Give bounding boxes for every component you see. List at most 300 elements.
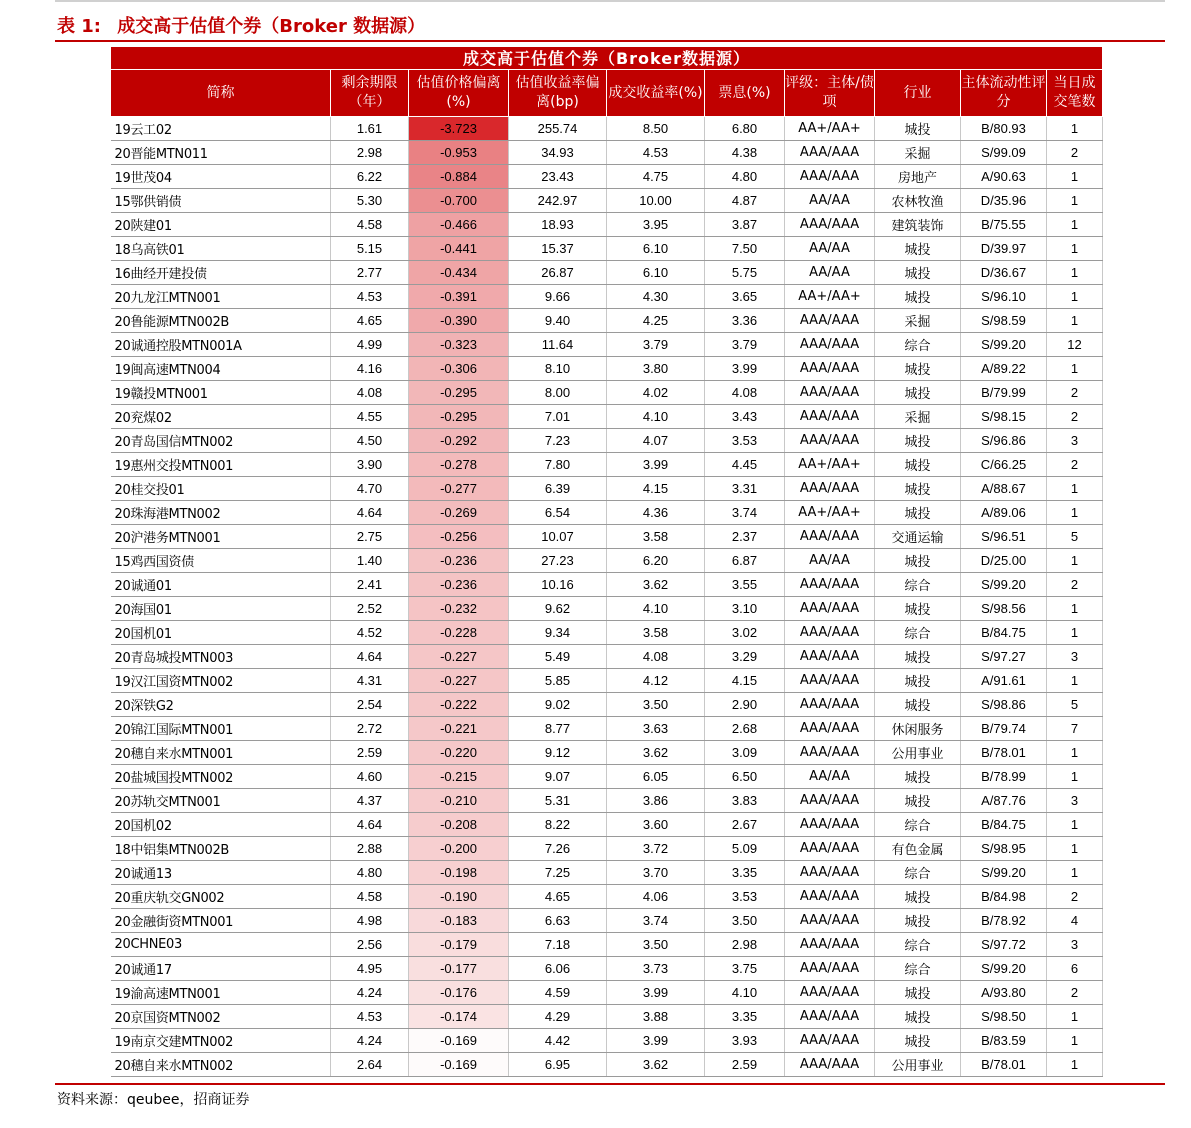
cell-liquidity: D/36.67 bbox=[961, 261, 1047, 285]
table-row bbox=[111, 813, 1103, 837]
cell-rating: AAA/AAA bbox=[785, 429, 875, 453]
cell-remaining-term: 4.99 bbox=[331, 333, 409, 357]
cell-trade-yield: 6.10 bbox=[607, 261, 705, 285]
cell-industry: 城投 bbox=[875, 789, 961, 813]
cell-coupon: 3.83 bbox=[705, 789, 785, 813]
table-row bbox=[111, 237, 1103, 261]
cell-rating: AAA/AAA bbox=[785, 885, 875, 909]
table-row bbox=[111, 861, 1103, 885]
cell-yield-deviation: 242.97 bbox=[509, 189, 607, 213]
cell-trade-count: 1 bbox=[1047, 1053, 1103, 1077]
cell-name: 19南京交建MTN002 bbox=[111, 1029, 331, 1053]
cell-rating: AAA/AAA bbox=[785, 933, 875, 957]
cell-coupon: 4.10 bbox=[705, 981, 785, 1005]
cell-trade-yield: 4.06 bbox=[607, 885, 705, 909]
cell-name: 20兖煤02 bbox=[111, 405, 331, 429]
cell-remaining-term: 4.70 bbox=[331, 477, 409, 501]
cell-name: 20诚通01 bbox=[111, 573, 331, 597]
cell-industry: 城投 bbox=[875, 357, 961, 381]
cell-liquidity: B/80.93 bbox=[961, 117, 1047, 141]
cell-yield-deviation: 4.29 bbox=[509, 1005, 607, 1029]
table-caption bbox=[57, 12, 425, 38]
cell-yield-deviation: 8.10 bbox=[509, 357, 607, 381]
cell-trade-yield: 3.50 bbox=[607, 693, 705, 717]
cell-yield-deviation: 6.06 bbox=[509, 957, 607, 981]
cell-yield-deviation: 7.80 bbox=[509, 453, 607, 477]
table-row bbox=[111, 357, 1103, 381]
cell-trade-yield: 4.12 bbox=[607, 669, 705, 693]
cell-remaining-term: 4.64 bbox=[331, 813, 409, 837]
cell-name: 20穗自来水MTN002 bbox=[111, 1053, 331, 1077]
cell-price-deviation: -0.177 bbox=[409, 957, 509, 981]
cell-industry: 公用事业 bbox=[875, 741, 961, 765]
cell-industry: 采掘 bbox=[875, 405, 961, 429]
cell-price-deviation: -0.220 bbox=[409, 741, 509, 765]
header-row bbox=[111, 70, 1103, 117]
table-row bbox=[111, 453, 1103, 477]
cell-trade-count: 2 bbox=[1047, 453, 1103, 477]
cell-trade-count: 7 bbox=[1047, 717, 1103, 741]
cell-rating: AA/AA bbox=[785, 261, 875, 285]
cell-trade-count: 1 bbox=[1047, 837, 1103, 861]
cell-price-deviation: -0.269 bbox=[409, 501, 509, 525]
cell-name: 20诚通17 bbox=[111, 957, 331, 981]
cell-yield-deviation: 7.01 bbox=[509, 405, 607, 429]
cell-yield-deviation: 23.43 bbox=[509, 165, 607, 189]
cell-remaining-term: 2.77 bbox=[331, 261, 409, 285]
cell-name: 20穗自来水MTN001 bbox=[111, 741, 331, 765]
cell-name: 15鸡西国资债 bbox=[111, 549, 331, 573]
cell-name: 20九龙江MTN001 bbox=[111, 285, 331, 309]
cell-rating: AAA/AAA bbox=[785, 981, 875, 1005]
cell-price-deviation: -0.227 bbox=[409, 645, 509, 669]
cell-price-deviation: -0.391 bbox=[409, 285, 509, 309]
cell-liquidity: S/99.20 bbox=[961, 333, 1047, 357]
cell-coupon: 5.75 bbox=[705, 261, 785, 285]
bond-table bbox=[110, 46, 1103, 1077]
cell-liquidity: B/84.75 bbox=[961, 813, 1047, 837]
cell-trade-count: 1 bbox=[1047, 117, 1103, 141]
cell-liquidity: S/99.20 bbox=[961, 573, 1047, 597]
cell-coupon: 2.67 bbox=[705, 813, 785, 837]
cell-trade-count: 2 bbox=[1047, 381, 1103, 405]
cell-trade-count: 3 bbox=[1047, 645, 1103, 669]
cell-yield-deviation: 6.39 bbox=[509, 477, 607, 501]
cell-trade-count: 2 bbox=[1047, 405, 1103, 429]
cell-liquidity: S/98.86 bbox=[961, 693, 1047, 717]
caption-text: 成交高于估值个券（Broker 数据源） bbox=[117, 16, 426, 37]
cell-price-deviation: -0.190 bbox=[409, 885, 509, 909]
cell-coupon: 3.35 bbox=[705, 861, 785, 885]
cell-yield-deviation: 9.34 bbox=[509, 621, 607, 645]
cell-trade-yield: 3.58 bbox=[607, 525, 705, 549]
cell-remaining-term: 2.75 bbox=[331, 525, 409, 549]
cell-industry: 城投 bbox=[875, 237, 961, 261]
table-row bbox=[111, 285, 1103, 309]
cell-name: 20晋能MTN011 bbox=[111, 141, 331, 165]
cell-price-deviation: -0.222 bbox=[409, 693, 509, 717]
cell-industry: 城投 bbox=[875, 453, 961, 477]
col-header-rating: 评级：主体/债项 bbox=[785, 70, 875, 117]
cell-price-deviation: -0.176 bbox=[409, 981, 509, 1005]
cell-industry: 公用事业 bbox=[875, 1053, 961, 1077]
col-header-trade-yield: 成交收益率(%) bbox=[607, 70, 705, 117]
table-row bbox=[111, 573, 1103, 597]
cell-liquidity: A/93.80 bbox=[961, 981, 1047, 1005]
cell-rating: AAA/AAA bbox=[785, 333, 875, 357]
table-row bbox=[111, 621, 1103, 645]
cell-remaining-term: 4.37 bbox=[331, 789, 409, 813]
cell-coupon: 3.29 bbox=[705, 645, 785, 669]
cell-trade-count: 1 bbox=[1047, 309, 1103, 333]
cell-industry: 交通运输 bbox=[875, 525, 961, 549]
table-row bbox=[111, 909, 1103, 933]
cell-trade-yield: 3.99 bbox=[607, 453, 705, 477]
cell-trade-count: 1 bbox=[1047, 285, 1103, 309]
cell-liquidity: A/89.06 bbox=[961, 501, 1047, 525]
cell-trade-yield: 4.02 bbox=[607, 381, 705, 405]
cell-trade-yield: 10.00 bbox=[607, 189, 705, 213]
cell-remaining-term: 1.40 bbox=[331, 549, 409, 573]
cell-trade-count: 1 bbox=[1047, 861, 1103, 885]
cell-remaining-term: 4.98 bbox=[331, 909, 409, 933]
cell-price-deviation: -0.215 bbox=[409, 765, 509, 789]
cell-rating: AAA/AAA bbox=[785, 861, 875, 885]
cell-price-deviation: -0.390 bbox=[409, 309, 509, 333]
cell-price-deviation: -0.210 bbox=[409, 789, 509, 813]
cell-yield-deviation: 10.16 bbox=[509, 573, 607, 597]
cell-trade-yield: 3.73 bbox=[607, 957, 705, 981]
cell-trade-yield: 6.05 bbox=[607, 765, 705, 789]
cell-coupon: 3.79 bbox=[705, 333, 785, 357]
cell-remaining-term: 4.53 bbox=[331, 1005, 409, 1029]
cell-industry: 综合 bbox=[875, 333, 961, 357]
cell-rating: AAA/AAA bbox=[785, 957, 875, 981]
cell-price-deviation: -0.306 bbox=[409, 357, 509, 381]
cell-rating: AAA/AAA bbox=[785, 789, 875, 813]
table-row bbox=[111, 309, 1103, 333]
cell-trade-yield: 3.86 bbox=[607, 789, 705, 813]
cell-industry: 农林牧渔 bbox=[875, 189, 961, 213]
cell-name: 20海国01 bbox=[111, 597, 331, 621]
cell-yield-deviation: 9.40 bbox=[509, 309, 607, 333]
cell-trade-yield: 4.53 bbox=[607, 141, 705, 165]
cell-industry: 城投 bbox=[875, 477, 961, 501]
cell-yield-deviation: 26.87 bbox=[509, 261, 607, 285]
cell-name: 19世茂04 bbox=[111, 165, 331, 189]
cell-liquidity: C/66.25 bbox=[961, 453, 1047, 477]
cell-trade-yield: 3.60 bbox=[607, 813, 705, 837]
cell-industry: 采掘 bbox=[875, 309, 961, 333]
cell-yield-deviation: 7.25 bbox=[509, 861, 607, 885]
cell-coupon: 4.08 bbox=[705, 381, 785, 405]
cell-coupon: 2.98 bbox=[705, 933, 785, 957]
cell-industry: 城投 bbox=[875, 885, 961, 909]
cell-remaining-term: 2.88 bbox=[331, 837, 409, 861]
cell-coupon: 3.53 bbox=[705, 429, 785, 453]
cell-coupon: 3.87 bbox=[705, 213, 785, 237]
table-row bbox=[111, 117, 1103, 141]
cell-yield-deviation: 4.65 bbox=[509, 885, 607, 909]
cell-liquidity: S/97.27 bbox=[961, 645, 1047, 669]
cell-industry: 城投 bbox=[875, 261, 961, 285]
cell-coupon: 5.09 bbox=[705, 837, 785, 861]
cell-liquidity: S/99.09 bbox=[961, 141, 1047, 165]
table-row bbox=[111, 525, 1103, 549]
cell-liquidity: S/96.51 bbox=[961, 525, 1047, 549]
cell-industry: 建筑装饰 bbox=[875, 213, 961, 237]
cell-liquidity: B/84.98 bbox=[961, 885, 1047, 909]
cell-liquidity: A/91.61 bbox=[961, 669, 1047, 693]
cell-industry: 城投 bbox=[875, 117, 961, 141]
cell-rating: AAA/AAA bbox=[785, 1029, 875, 1053]
cell-trade-count: 1 bbox=[1047, 621, 1103, 645]
cell-coupon: 7.50 bbox=[705, 237, 785, 261]
cell-industry: 城投 bbox=[875, 669, 961, 693]
cell-trade-yield: 4.36 bbox=[607, 501, 705, 525]
table-row bbox=[111, 669, 1103, 693]
cell-trade-yield: 3.62 bbox=[607, 573, 705, 597]
cell-liquidity: B/78.99 bbox=[961, 765, 1047, 789]
cell-liquidity: B/79.99 bbox=[961, 381, 1047, 405]
cell-coupon: 2.59 bbox=[705, 1053, 785, 1077]
source-note: 资料来源：qeubee，招商证券 bbox=[57, 1092, 250, 1108]
cell-trade-count: 4 bbox=[1047, 909, 1103, 933]
cell-trade-count: 2 bbox=[1047, 141, 1103, 165]
table-row bbox=[111, 501, 1103, 525]
cell-name: 20国机02 bbox=[111, 813, 331, 837]
cell-coupon: 4.38 bbox=[705, 141, 785, 165]
cell-trade-count: 1 bbox=[1047, 213, 1103, 237]
cell-rating: AAA/AAA bbox=[785, 141, 875, 165]
cell-trade-yield: 3.70 bbox=[607, 861, 705, 885]
cell-price-deviation: -0.169 bbox=[409, 1053, 509, 1077]
cell-rating: AA/AA bbox=[785, 765, 875, 789]
cell-remaining-term: 1.61 bbox=[331, 117, 409, 141]
cell-trade-count: 3 bbox=[1047, 429, 1103, 453]
cell-coupon: 6.50 bbox=[705, 765, 785, 789]
col-header-name: 简称 bbox=[111, 70, 331, 117]
cell-name: 20诚通控股MTN001A bbox=[111, 333, 331, 357]
cell-remaining-term: 4.80 bbox=[331, 861, 409, 885]
cell-trade-count: 3 bbox=[1047, 933, 1103, 957]
cell-rating: AA+/AA+ bbox=[785, 453, 875, 477]
cell-rating: AAA/AAA bbox=[785, 525, 875, 549]
cell-price-deviation: -0.323 bbox=[409, 333, 509, 357]
cell-rating: AAA/AAA bbox=[785, 693, 875, 717]
cell-trade-count: 1 bbox=[1047, 501, 1103, 525]
cell-name: 19渝高速MTN001 bbox=[111, 981, 331, 1005]
cell-rating: AA+/AA+ bbox=[785, 501, 875, 525]
cell-name: 18中铝集MTN002B bbox=[111, 837, 331, 861]
cell-trade-yield: 3.79 bbox=[607, 333, 705, 357]
cell-trade-yield: 4.15 bbox=[607, 477, 705, 501]
cell-industry: 城投 bbox=[875, 1005, 961, 1029]
cell-trade-yield: 3.50 bbox=[607, 933, 705, 957]
table-row bbox=[111, 549, 1103, 573]
cell-remaining-term: 6.22 bbox=[331, 165, 409, 189]
cell-liquidity: B/83.59 bbox=[961, 1029, 1047, 1053]
table-row bbox=[111, 141, 1103, 165]
cell-coupon: 2.90 bbox=[705, 693, 785, 717]
table-row bbox=[111, 693, 1103, 717]
cell-yield-deviation: 5.85 bbox=[509, 669, 607, 693]
cell-industry: 有色金属 bbox=[875, 837, 961, 861]
cell-liquidity: A/88.67 bbox=[961, 477, 1047, 501]
cell-coupon: 2.37 bbox=[705, 525, 785, 549]
cell-rating: AA/AA bbox=[785, 549, 875, 573]
cell-industry: 城投 bbox=[875, 549, 961, 573]
cell-rating: AAA/AAA bbox=[785, 1053, 875, 1077]
cell-liquidity: B/75.55 bbox=[961, 213, 1047, 237]
cell-rating: AAA/AAA bbox=[785, 669, 875, 693]
cell-remaining-term: 4.58 bbox=[331, 885, 409, 909]
cell-name: 19惠州交投MTN001 bbox=[111, 453, 331, 477]
cell-remaining-term: 4.65 bbox=[331, 309, 409, 333]
cell-price-deviation: -0.183 bbox=[409, 909, 509, 933]
cell-name: 20青岛国信MTN002 bbox=[111, 429, 331, 453]
cell-trade-count: 12 bbox=[1047, 333, 1103, 357]
cell-price-deviation: -0.441 bbox=[409, 237, 509, 261]
cell-liquidity: A/90.63 bbox=[961, 165, 1047, 189]
cell-name: 15鄂供销债 bbox=[111, 189, 331, 213]
cell-coupon: 4.87 bbox=[705, 189, 785, 213]
cell-remaining-term: 4.58 bbox=[331, 213, 409, 237]
cell-industry: 综合 bbox=[875, 933, 961, 957]
cell-yield-deviation: 255.74 bbox=[509, 117, 607, 141]
cell-liquidity: B/84.75 bbox=[961, 621, 1047, 645]
cell-trade-count: 3 bbox=[1047, 789, 1103, 813]
cell-industry: 综合 bbox=[875, 861, 961, 885]
cell-rating: AAA/AAA bbox=[785, 573, 875, 597]
cell-trade-count: 5 bbox=[1047, 693, 1103, 717]
cell-coupon: 3.43 bbox=[705, 405, 785, 429]
cell-coupon: 3.50 bbox=[705, 909, 785, 933]
cell-trade-count: 1 bbox=[1047, 1005, 1103, 1029]
table-row bbox=[111, 477, 1103, 501]
cell-remaining-term: 2.64 bbox=[331, 1053, 409, 1077]
cell-yield-deviation: 9.62 bbox=[509, 597, 607, 621]
cell-industry: 城投 bbox=[875, 645, 961, 669]
cell-trade-yield: 3.58 bbox=[607, 621, 705, 645]
cell-remaining-term: 2.59 bbox=[331, 741, 409, 765]
cell-name: 20重庆轨交GN002 bbox=[111, 885, 331, 909]
cell-liquidity: D/39.97 bbox=[961, 237, 1047, 261]
cell-coupon: 3.99 bbox=[705, 357, 785, 381]
cell-liquidity: S/96.86 bbox=[961, 429, 1047, 453]
cell-trade-yield: 6.10 bbox=[607, 237, 705, 261]
cell-liquidity: S/98.56 bbox=[961, 597, 1047, 621]
cell-name: 20苏轨交MTN001 bbox=[111, 789, 331, 813]
table-row bbox=[111, 645, 1103, 669]
cell-price-deviation: -0.200 bbox=[409, 837, 509, 861]
cell-trade-yield: 3.88 bbox=[607, 1005, 705, 1029]
cell-rating: AA+/AA+ bbox=[785, 117, 875, 141]
cell-price-deviation: -0.236 bbox=[409, 549, 509, 573]
table-row bbox=[111, 333, 1103, 357]
cell-remaining-term: 4.64 bbox=[331, 645, 409, 669]
cell-rating: AAA/AAA bbox=[785, 837, 875, 861]
cell-remaining-term: 4.95 bbox=[331, 957, 409, 981]
cell-industry: 休闲服务 bbox=[875, 717, 961, 741]
cell-coupon: 3.09 bbox=[705, 741, 785, 765]
cell-liquidity: D/35.96 bbox=[961, 189, 1047, 213]
cell-rating: AAA/AAA bbox=[785, 813, 875, 837]
table-row bbox=[111, 165, 1103, 189]
cell-trade-yield: 3.74 bbox=[607, 909, 705, 933]
table-row bbox=[111, 933, 1103, 957]
cell-name: 19闽高速MTN004 bbox=[111, 357, 331, 381]
cell-liquidity: B/78.92 bbox=[961, 909, 1047, 933]
cell-price-deviation: -0.292 bbox=[409, 429, 509, 453]
cell-trade-yield: 4.07 bbox=[607, 429, 705, 453]
cell-rating: AAA/AAA bbox=[785, 645, 875, 669]
cell-yield-deviation: 18.93 bbox=[509, 213, 607, 237]
cell-price-deviation: -0.179 bbox=[409, 933, 509, 957]
cell-remaining-term: 4.50 bbox=[331, 429, 409, 453]
cell-coupon: 6.87 bbox=[705, 549, 785, 573]
cell-yield-deviation: 8.22 bbox=[509, 813, 607, 837]
cell-price-deviation: -0.278 bbox=[409, 453, 509, 477]
table-row bbox=[111, 837, 1103, 861]
cell-remaining-term: 4.16 bbox=[331, 357, 409, 381]
cell-name: 19赣投MTN001 bbox=[111, 381, 331, 405]
cell-price-deviation: -0.236 bbox=[409, 573, 509, 597]
cell-price-deviation: -0.434 bbox=[409, 261, 509, 285]
cell-industry: 综合 bbox=[875, 813, 961, 837]
cell-rating: AA+/AA+ bbox=[785, 285, 875, 309]
cell-price-deviation: -0.295 bbox=[409, 405, 509, 429]
cell-rating: AAA/AAA bbox=[785, 621, 875, 645]
cell-industry: 城投 bbox=[875, 597, 961, 621]
cell-name: 20沪港务MTN001 bbox=[111, 525, 331, 549]
cell-liquidity: A/89.22 bbox=[961, 357, 1047, 381]
cell-liquidity: S/98.59 bbox=[961, 309, 1047, 333]
cell-name: 20桂交投01 bbox=[111, 477, 331, 501]
cell-name: 20珠海港MTN002 bbox=[111, 501, 331, 525]
cell-coupon: 3.55 bbox=[705, 573, 785, 597]
cell-remaining-term: 2.98 bbox=[331, 141, 409, 165]
cell-liquidity: D/25.00 bbox=[961, 549, 1047, 573]
cell-price-deviation: -0.466 bbox=[409, 213, 509, 237]
cell-coupon: 4.80 bbox=[705, 165, 785, 189]
cell-yield-deviation: 5.49 bbox=[509, 645, 607, 669]
cell-coupon: 3.31 bbox=[705, 477, 785, 501]
cell-trade-count: 1 bbox=[1047, 741, 1103, 765]
cell-name: 20深铁G2 bbox=[111, 693, 331, 717]
cell-trade-count: 1 bbox=[1047, 1029, 1103, 1053]
cell-rating: AAA/AAA bbox=[785, 909, 875, 933]
cell-rating: AAA/AAA bbox=[785, 717, 875, 741]
cell-trade-count: 2 bbox=[1047, 573, 1103, 597]
cell-remaining-term: 2.54 bbox=[331, 693, 409, 717]
cell-rating: AAA/AAA bbox=[785, 1005, 875, 1029]
cell-trade-yield: 3.80 bbox=[607, 357, 705, 381]
cell-coupon: 3.36 bbox=[705, 309, 785, 333]
cell-liquidity: S/98.15 bbox=[961, 405, 1047, 429]
cell-trade-yield: 4.10 bbox=[607, 405, 705, 429]
cell-yield-deviation: 10.07 bbox=[509, 525, 607, 549]
cell-trade-count: 1 bbox=[1047, 765, 1103, 789]
cell-yield-deviation: 8.00 bbox=[509, 381, 607, 405]
cell-name: 20京国资MTN002 bbox=[111, 1005, 331, 1029]
table-row bbox=[111, 381, 1103, 405]
cell-industry: 城投 bbox=[875, 693, 961, 717]
cell-coupon: 3.35 bbox=[705, 1005, 785, 1029]
cell-coupon: 3.02 bbox=[705, 621, 785, 645]
cell-price-deviation: -0.208 bbox=[409, 813, 509, 837]
cell-liquidity: B/78.01 bbox=[961, 741, 1047, 765]
